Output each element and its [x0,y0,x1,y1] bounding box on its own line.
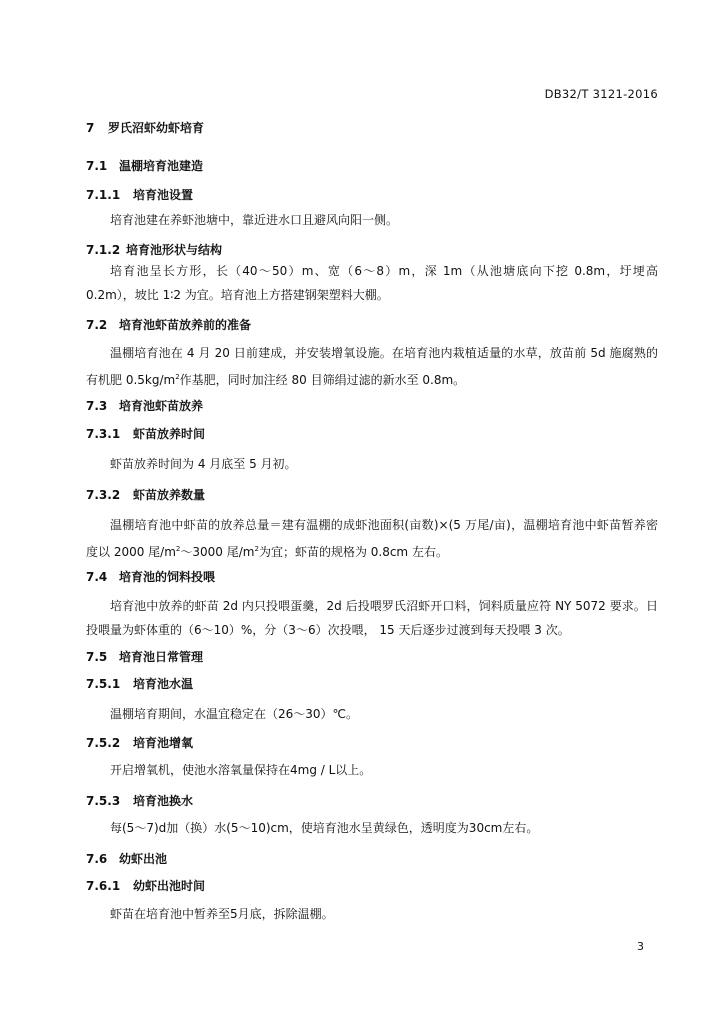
body-text: ～3000 尾/m [180,545,255,559]
section-7-1-2-body: 培育池呈长方形，长（40～50）m、宽（6～8）m，深 1m（从池塘底向下挖 0.8m，圩埂高 0.2m），坡比 1∶2 为宜。培育池上方搭建钢架塑料大棚。 [86,264,658,302]
section-number: 7.3.2 [86,488,121,502]
superscript: 2 [254,545,259,553]
superscript: 2 [175,545,181,553]
section-7-6-1-body: 虾苗在培育池中暂养至5月底，拆除温棚。 [110,907,334,921]
section-7-3-1-heading [86,425,205,442]
section-7-2-heading [86,316,251,333]
section-title: 幼虾出池 [119,852,168,866]
section-title: 培育池日常管理 [119,650,204,664]
section-7-1-heading [86,157,203,174]
section-title: 培育池换水 [133,794,194,808]
section-7-2-body [86,341,658,392]
section-title: 培育池形状与结构 [126,243,223,257]
section-7-1-2-heading [86,241,222,258]
section-7-3-2-heading [86,486,205,503]
section-number: 7.3 [86,399,108,413]
body-text: 为宜；虾苗的规格为 0.8cm 左右。 [258,545,448,559]
section-7-3-heading [86,397,203,414]
section-title: 虾苗放养数量 [133,488,206,502]
section-7-5-3-heading [86,792,193,809]
section-7-5-2-body: 开启增氧机，使池水溶氧量保持在4mg / L以上。 [110,763,372,777]
section-number: 7.6 [86,852,108,866]
body-text: 温棚培育池在 4 月 20 日前建成，并安装增氧设施。在培育池内栽植适量的水草，放苗前 5d 施腐熟的有机肥 0.5kg/m [86,346,658,387]
section-7-heading [86,119,204,136]
section-7-5-1-body: 温棚培育期间，水温宜稳定在（26～30）℃。 [110,707,359,721]
section-number: 7.5.2 [86,736,121,750]
section-number: 7.1 [86,159,108,173]
section-title: 培育池虾苗放养前的准备 [119,318,252,332]
section-7-5-heading [86,648,203,665]
section-number: 7.4 [86,570,108,584]
section-7-5-3-body: 每(5～7)d加（换）水(5～10)cm，使培育池水呈黄绿色，透明度为30cm左右。 [110,821,539,835]
section-7-4-heading [86,568,215,585]
section-title: 培育池虾苗放养 [119,399,204,413]
section-title: 培育池设置 [133,188,194,202]
section-number: 7.6.1 [86,879,121,893]
section-7-4-body: 培育池中放养的虾苗 2d 内只投喂蛋羹，2d 后投喂罗氏沼虾开口料，饲料质量应符 NY 5072 要求。日投喂量为虾体重的（6～10）%，分（3～6）次投喂， 15 天后逐步过渡到每天投喂 3 次。 [86,599,658,637]
section-number: 7.3.1 [86,427,121,441]
section-7-1-1-body: 培育池建在养虾池塘中，靠近进水口且避风向阳一侧。 [110,213,399,227]
section-number: 7.5 [86,650,108,664]
section-number: 7.5.3 [86,794,121,808]
section-7-6-heading [86,850,167,867]
section-number: 7.1.1 [86,188,121,202]
section-7-5-1-heading [86,675,193,692]
section-number: 7.2 [86,318,108,332]
section-number: 7 [86,121,95,135]
superscript: 2 [175,373,180,381]
section-7-3-2-body [86,513,658,564]
section-number: 7.5.1 [86,677,121,691]
section-7-5-2-heading [86,734,193,751]
section-number: 7.1.2 [86,243,121,257]
section-title: 温棚培育池建造 [119,159,204,173]
section-title: 培育池水温 [133,677,194,691]
body-text: 作基肥，同时加注经 80 目筛绢过滤的新水至 0.8m。 [179,373,466,387]
section-title: 培育池增氧 [133,736,194,750]
section-7-1-1-heading [86,186,193,203]
section-title: 幼虾出池时间 [133,879,206,893]
section-title: 罗氏沼虾幼虾培育 [108,121,205,135]
section-7-6-1-heading [86,877,205,894]
section-7-3-1-body: 虾苗放养时间为 4 月底至 5 月初。 [110,457,297,471]
page-number: 3 [637,940,644,953]
section-title: 培育池的饲料投喂 [119,570,216,584]
standard-code: DB32/T 3121-2016 [544,87,658,101]
body-text: 温棚培育池中虾苗的放养总量＝建有温棚的成虾池面积(亩数)×(5 万尾/亩)，温棚培育池中虾苗暂养密度以 2000 尾/m [86,518,658,559]
section-title: 虾苗放养时间 [133,427,206,441]
